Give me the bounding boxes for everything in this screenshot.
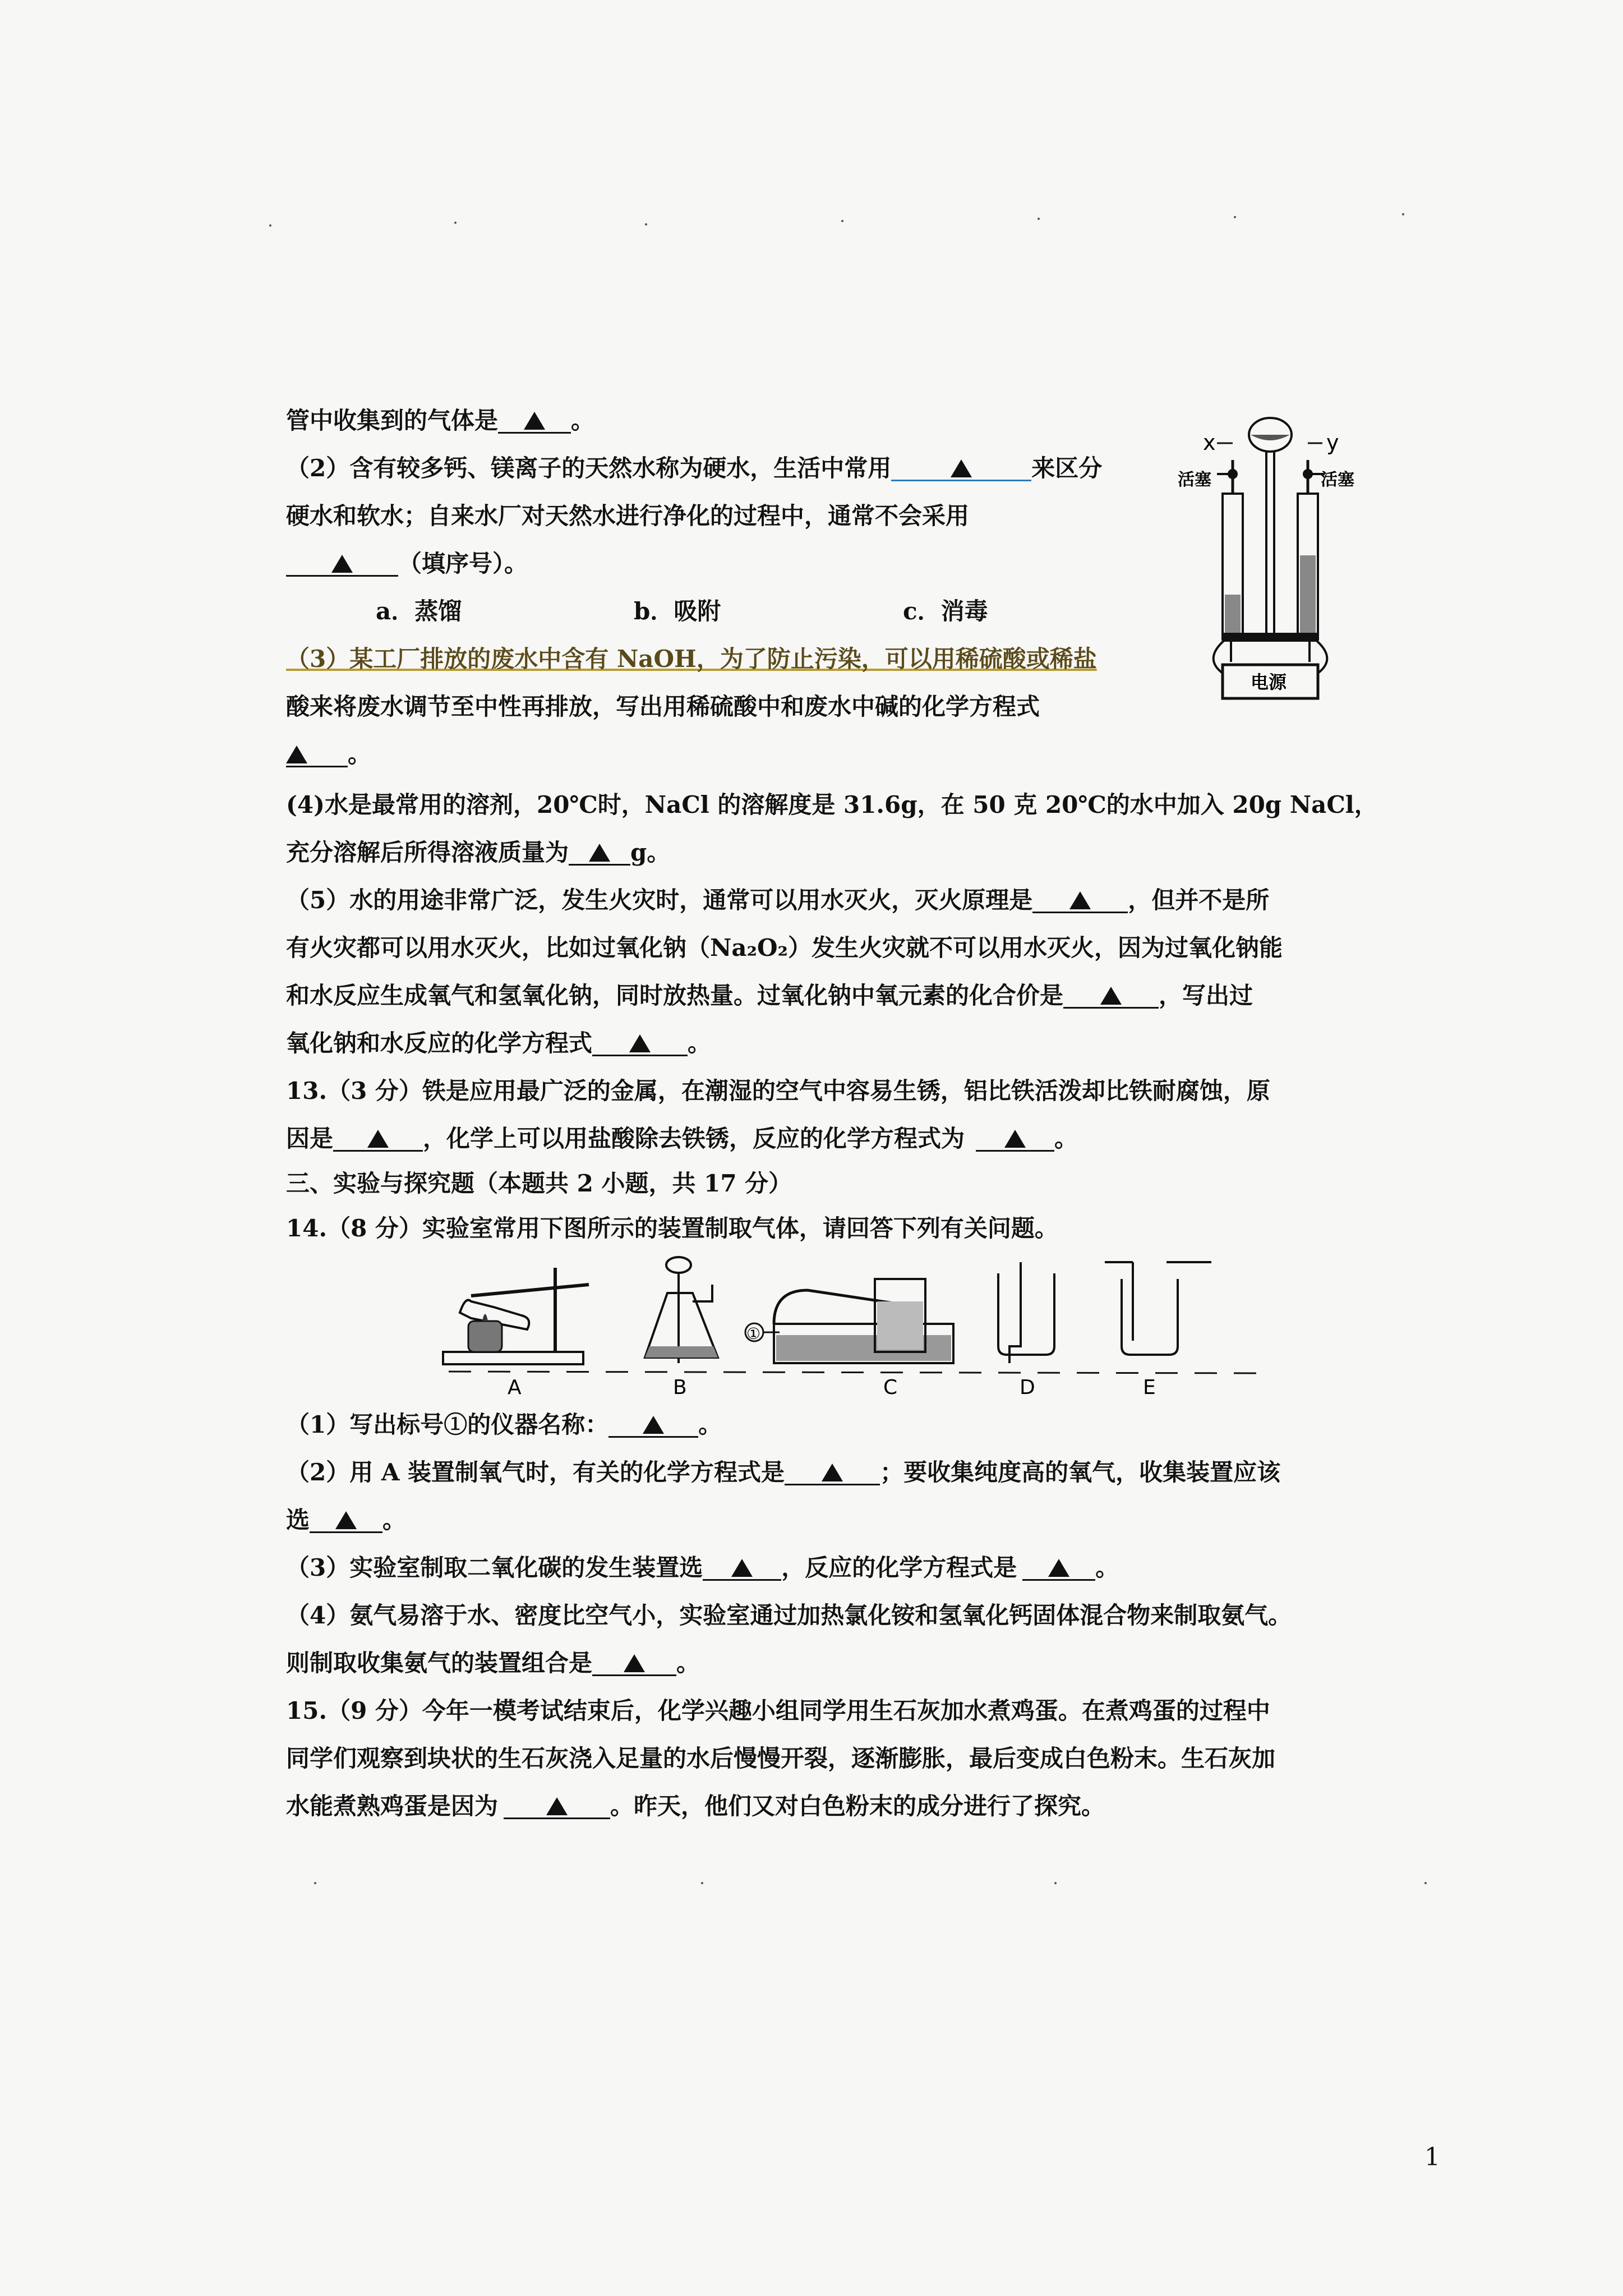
answer-blank[interactable] (498, 404, 571, 434)
question-line (286, 884, 1464, 917)
triangle-icon (331, 555, 353, 573)
question-line (286, 931, 1464, 965)
text: 。 (382, 1506, 407, 1534)
text: 则制取收集氨气的装置组合是 (286, 1649, 593, 1677)
answer-blank[interactable] (592, 1646, 676, 1676)
answer-blank[interactable] (1063, 979, 1159, 1009)
text: 水能煮熟鸡蛋是因为 (286, 1792, 499, 1820)
triangle-icon (335, 1511, 357, 1529)
gas-apparatus-figure (437, 1251, 1279, 1397)
question-line (286, 1074, 1464, 1108)
text: 因是 (286, 1125, 334, 1152)
answer-blank[interactable] (310, 1503, 382, 1533)
text: 来区分 (1031, 454, 1103, 482)
apparatus-b (645, 1257, 718, 1363)
text: (4)水是最常用的溶剂，20℃时，NaCl 的溶解度是 31.6g，在 50 克 20℃的水中加入 20g NaCl， (286, 791, 1378, 818)
text: ，写出过 (1159, 982, 1253, 1009)
text: （2）含有较多钙、镁离子的天然水称为硬水，生活中常用 (286, 454, 892, 482)
question-line (286, 1551, 1464, 1585)
triangle-icon (589, 844, 610, 862)
text: ，但并不是所 (1128, 886, 1270, 914)
question-line (286, 1503, 1464, 1537)
text: g。 (630, 839, 671, 866)
answer-blank[interactable] (976, 1122, 1054, 1152)
power-label: 电源 (1251, 671, 1287, 693)
answer-blank[interactable] (703, 1551, 781, 1581)
text: 酸来将废水调节至中性再排放，写出用稀硫酸中和废水中碱的化学方程式 (286, 693, 1040, 720)
text: ，化学上可以用盐酸除去铁锈，反应的化学方程式为 (423, 1125, 965, 1152)
answer-blank[interactable] (1032, 884, 1128, 913)
question-line (286, 1742, 1464, 1775)
answer-blank[interactable] (1022, 1551, 1095, 1581)
triangle-icon (629, 1034, 651, 1052)
text: 。 (688, 1029, 712, 1057)
text: 。 (1054, 1125, 1078, 1152)
apparatus-d (998, 1262, 1054, 1363)
text: （2）用 A 装置制氧气时，有关的化学方程式是 (286, 1458, 785, 1486)
answer-blank[interactable] (286, 738, 348, 767)
question-line (286, 1646, 1464, 1680)
triangle-icon (624, 1654, 645, 1672)
answer-blank[interactable] (333, 1122, 423, 1152)
text: 。 (348, 740, 372, 768)
text: 。昨天，他们又对白色粉末的成分进行了探究。 (610, 1792, 1105, 1820)
text: （5）水的用途非常广泛，发生火灾时，通常可以用水灭火，灭火原理是 (286, 886, 1033, 914)
apparatus-a (443, 1268, 589, 1364)
answer-blank[interactable] (569, 836, 630, 866)
triangle-icon (1069, 891, 1091, 909)
answer-blank[interactable] (592, 1027, 688, 1056)
text: 三、实验与探究题（本题共 2 小题，共 17 分） (286, 1170, 792, 1197)
text: 13.（3 分）铁是应用最广泛的金属，在潮湿的空气中容易生锈，铝比铁活泼却比铁耐腐蚀，原 (286, 1077, 1270, 1105)
text: 15.（9 分）今年一模考试结束后，化学兴趣小组同学用生石灰加水煮鸡蛋。在煮鸡蛋的过程中 (286, 1697, 1270, 1724)
label-a: A (508, 1376, 522, 1397)
marker-1: ① (746, 1324, 761, 1343)
question-line (286, 1408, 1464, 1442)
text: 同学们观察到块状的生石灰浇入足量的水后慢慢开裂，逐渐膨胀，最后变成白色粉末。生石灰加 (286, 1745, 1276, 1772)
triangle-icon (951, 459, 972, 477)
text: （3）实验室制取二氧化碳的发生装置选 (286, 1554, 703, 1581)
answer-blank[interactable] (504, 1789, 610, 1819)
triangle-icon (731, 1559, 753, 1577)
label-c: C (883, 1376, 898, 1397)
electrolysis-apparatus-figure (1178, 409, 1363, 712)
triangle-icon (367, 1130, 389, 1148)
text: （3）某工厂排放的废水中含有 NaOH，为了防止污染，可以用稀硫酸或稀盐 (286, 645, 1097, 673)
apparatus-e (1105, 1262, 1211, 1355)
text: 管中收集到的气体是 (286, 407, 499, 434)
section-heading (286, 1167, 1464, 1200)
triangle-icon (286, 746, 307, 763)
question-line (286, 1027, 1464, 1060)
triangle-icon (1048, 1559, 1069, 1577)
triangle-icon (1004, 1130, 1026, 1148)
text: 。 (698, 1411, 722, 1438)
text: （1）写出标号①的仪器名称： (286, 1411, 609, 1438)
answer-blank[interactable] (891, 452, 1031, 481)
label-e: E (1143, 1376, 1156, 1397)
text: 氧化钠和水反应的化学方程式 (286, 1029, 593, 1057)
valve-label-right: 活塞 (1321, 470, 1354, 490)
answer-blank[interactable] (785, 1456, 880, 1485)
valve-label-left: 活塞 (1178, 470, 1211, 490)
label-b: B (673, 1376, 687, 1397)
answer-blank[interactable] (608, 1408, 698, 1438)
page-number: 1 (1424, 2143, 1440, 2171)
question-line (286, 1599, 1464, 1632)
triangle-icon (546, 1797, 568, 1815)
label-y: y (1326, 430, 1339, 455)
text: 硬水和软水；自来水厂对天然水进行净化的过程中，通常不会采用 (286, 502, 970, 530)
text: 充分溶解后所得溶液质量为 (286, 839, 569, 866)
apparatus-c (745, 1279, 953, 1363)
question-line (286, 1789, 1464, 1823)
label-x: x (1203, 430, 1216, 455)
question-line (286, 1456, 1464, 1489)
text: 。 (676, 1649, 700, 1677)
text: 有火灾都可以用水灭火，比如过氧化钠（Na₂O₂）发生火灾就不可以用水灭火，因为过氧化钠能 (286, 934, 1283, 961)
question-line (286, 788, 1464, 822)
text: 14.（8 分）实验室常用下图所示的装置制取气体，请回答下列有关问题。 (286, 1214, 1058, 1242)
text: ；要收集纯度高的氧气，收集装置应该 (880, 1458, 1281, 1486)
label-d: D (1020, 1376, 1035, 1397)
text: 选 (286, 1506, 310, 1534)
text: 。 (1095, 1554, 1119, 1581)
question-line (286, 1694, 1464, 1728)
option-a: a．蒸馏 (376, 597, 462, 625)
text: 。 (571, 407, 595, 434)
triangle-icon (524, 412, 545, 430)
question-line (286, 979, 1464, 1013)
option-c: c．消毒 (903, 597, 988, 625)
text: （填序号）。 (398, 550, 528, 577)
option-b: b．吸附 (634, 597, 721, 625)
text: ，反应的化学方程式是 (781, 1554, 1017, 1581)
answer-blank[interactable] (286, 547, 398, 577)
question-line (286, 738, 1464, 771)
text: 和水反应生成氧气和氢氧化钠，同时放热量。过氧化钠中氧元素的化合价是 (286, 982, 1064, 1009)
question-line (286, 836, 1464, 869)
triangle-icon (1100, 987, 1122, 1005)
triangle-icon (822, 1464, 843, 1481)
text: （4）氨气易溶于水、密度比空气小，实验室通过加热氯化铵和氢氧化钙固体混合物来制取氨气。 (286, 1602, 1292, 1629)
question-line (286, 1212, 1464, 1245)
triangle-icon (643, 1416, 664, 1434)
question-line (286, 1122, 1464, 1156)
